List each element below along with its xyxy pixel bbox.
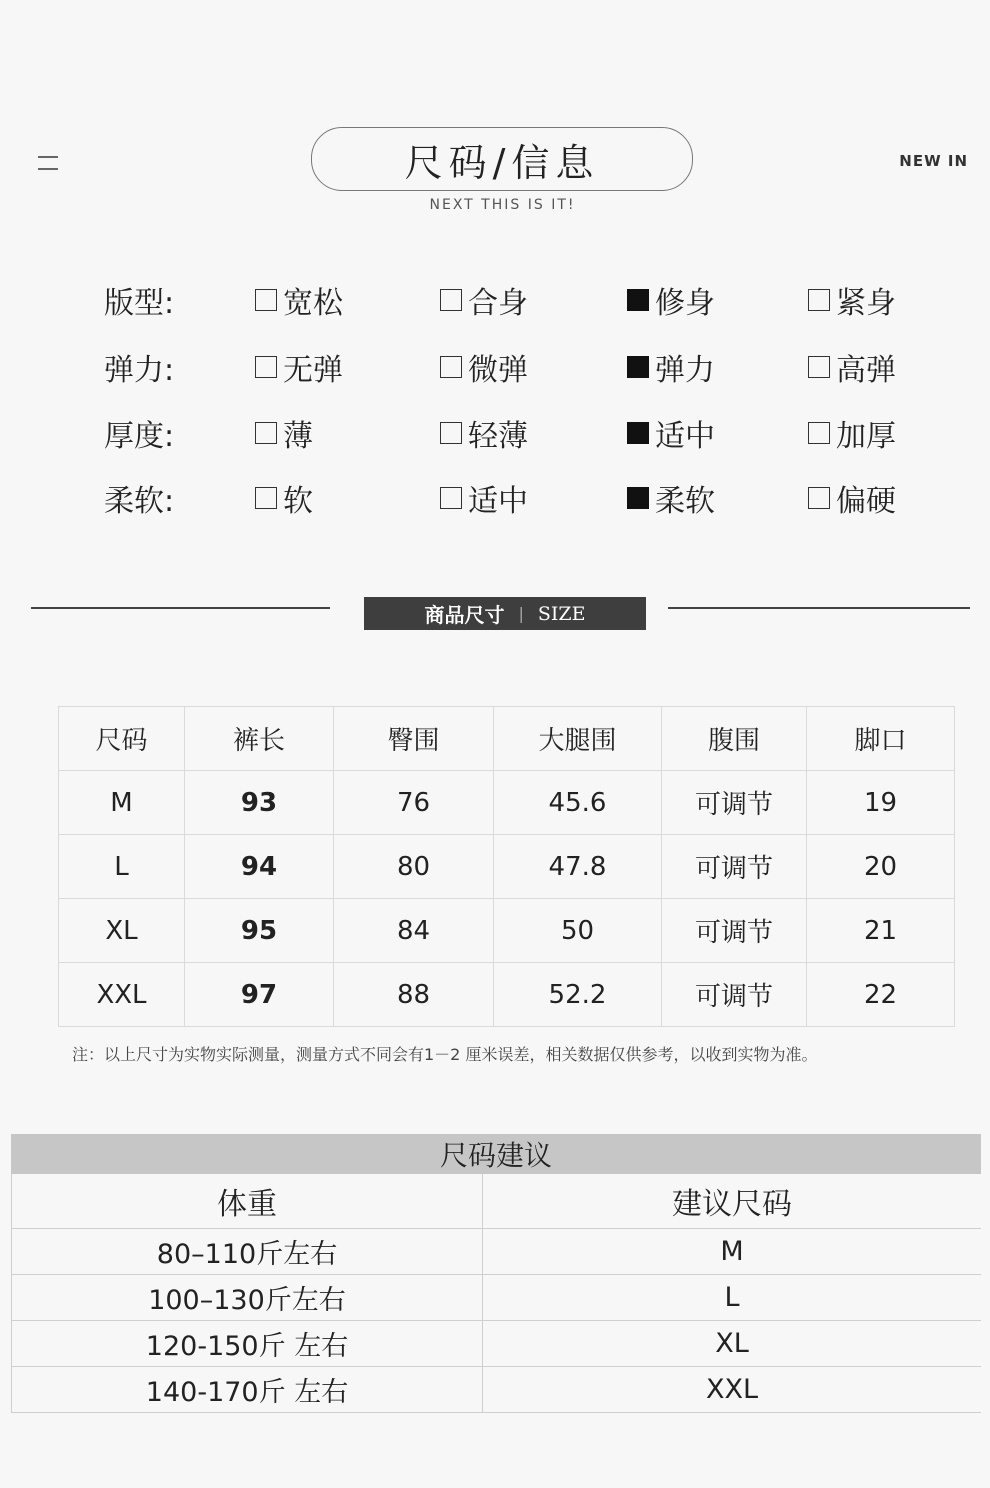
table-cell: 76 <box>334 771 494 835</box>
attribute-option-label: 轻薄 <box>468 419 528 454</box>
attribute-option-label: 紧身 <box>836 286 896 321</box>
checkbox-empty-icon[interactable] <box>255 422 277 444</box>
table-cell: 52.2 <box>494 963 662 1027</box>
attribute-option-label: 高弹 <box>836 353 896 388</box>
checkbox-checked-icon[interactable] <box>627 289 649 311</box>
checkbox-empty-icon[interactable] <box>808 289 830 311</box>
attribute-option[interactable] <box>440 476 528 520</box>
divider-left <box>31 607 330 609</box>
table-row <box>59 899 955 963</box>
checkbox-empty-icon[interactable] <box>255 289 277 311</box>
attribute-option[interactable] <box>627 476 715 520</box>
column-header: 臀围 <box>334 707 494 771</box>
attribute-option-label: 微弹 <box>468 353 528 388</box>
attribute-label: 弹力: <box>104 353 175 388</box>
menu-icon[interactable] <box>38 152 60 174</box>
table-cell: L <box>59 835 185 899</box>
table-cell: M <box>59 771 185 835</box>
attribute-option-label: 适中 <box>655 419 715 454</box>
checkbox-empty-icon[interactable] <box>440 487 462 509</box>
attribute-option[interactable] <box>808 476 896 520</box>
attribute-option[interactable] <box>255 476 313 520</box>
attribute-option-label: 薄 <box>283 419 313 454</box>
table-cell: 可调节 <box>662 835 807 899</box>
attribute-option[interactable] <box>808 278 896 322</box>
divider-right <box>668 607 970 609</box>
table-cell: 95 <box>185 899 334 963</box>
table-cell: 22 <box>807 963 955 1027</box>
checkbox-empty-icon[interactable] <box>808 422 830 444</box>
column-header: 体重 <box>12 1174 483 1229</box>
table-cell: 45.6 <box>494 771 662 835</box>
table-cell: 19 <box>807 771 955 835</box>
table-cell: 140-170斤 左右 <box>12 1367 483 1413</box>
attribute-option[interactable] <box>627 411 715 455</box>
column-header: 腹围 <box>662 707 807 771</box>
attribute-option[interactable] <box>255 278 343 322</box>
attribute-option[interactable] <box>627 345 715 389</box>
column-header: 大腿围 <box>494 707 662 771</box>
table-cell: 80 <box>334 835 494 899</box>
page-title: 尺码/信息 <box>311 127 693 191</box>
table-row <box>12 1367 982 1413</box>
table-cell: 120-150斤 左右 <box>12 1321 483 1367</box>
table-row <box>59 963 955 1027</box>
table-cell: 50 <box>494 899 662 963</box>
table-cell: 97 <box>185 963 334 1027</box>
attribute-option-label: 合身 <box>468 286 528 321</box>
checkbox-empty-icon[interactable] <box>255 356 277 378</box>
attribute-option-label: 无弹 <box>283 353 343 388</box>
checkbox-checked-icon[interactable] <box>627 487 649 509</box>
table-cell: 可调节 <box>662 899 807 963</box>
table-row <box>59 835 955 899</box>
attribute-option[interactable] <box>440 411 528 455</box>
table-cell: 94 <box>185 835 334 899</box>
suggestion-header-row <box>12 1174 982 1229</box>
size-section-label-cn: 商品尺寸 <box>424 603 505 627</box>
table-cell: XL <box>59 899 185 963</box>
table-cell: L <box>483 1275 982 1321</box>
attribute-option-label: 弹力 <box>655 353 715 388</box>
checkbox-checked-icon[interactable] <box>627 422 649 444</box>
measurement-note: 注：以上尺寸为实物实际测量，测量方式不同会有1－2 厘米误差，相关数据仅供参考，以收到实物为准。 <box>72 1045 818 1064</box>
page-subtitle: NEXT THIS IS IT! <box>429 197 576 213</box>
column-header: 裤长 <box>185 707 334 771</box>
size-suggestion-table <box>11 1174 981 1413</box>
column-header: 脚口 <box>807 707 955 771</box>
checkbox-empty-icon[interactable] <box>440 289 462 311</box>
new-in-badge: NEW IN <box>899 152 968 170</box>
column-header: 建议尺码 <box>483 1174 982 1229</box>
attribute-option-label: 柔软 <box>655 484 715 519</box>
table-cell: 100–130斤左右 <box>12 1275 483 1321</box>
table-cell: XXL <box>483 1367 982 1413</box>
table-cell: 88 <box>334 963 494 1027</box>
attribute-option-label: 适中 <box>468 484 528 519</box>
size-section-label-en: SIZE <box>537 602 586 625</box>
attribute-option[interactable] <box>255 411 313 455</box>
table-row <box>12 1321 982 1367</box>
table-row <box>12 1275 982 1321</box>
table-cell: XXL <box>59 963 185 1027</box>
checkbox-checked-icon[interactable] <box>627 356 649 378</box>
checkbox-empty-icon[interactable] <box>440 356 462 378</box>
table-cell: 84 <box>334 899 494 963</box>
table-cell: 47.8 <box>494 835 662 899</box>
attribute-option-label: 修身 <box>655 286 715 321</box>
attribute-option[interactable] <box>440 278 528 322</box>
attribute-option[interactable] <box>440 345 528 389</box>
attribute-label: 版型: <box>104 286 175 321</box>
attribute-label: 柔软: <box>104 484 175 519</box>
table-cell: XL <box>483 1321 982 1367</box>
attribute-option-label: 偏硬 <box>836 484 896 519</box>
attribute-option[interactable] <box>808 345 896 389</box>
column-header: 尺码 <box>59 707 185 771</box>
table-cell: 20 <box>807 835 955 899</box>
size-section-separator: | <box>518 604 524 623</box>
attribute-option[interactable] <box>627 278 715 322</box>
table-cell: 80–110斤左右 <box>12 1229 483 1275</box>
table-row <box>12 1229 982 1275</box>
size-table <box>58 706 955 1027</box>
attribute-option-label: 宽松 <box>283 286 343 321</box>
table-cell: 21 <box>807 899 955 963</box>
table-cell: 可调节 <box>662 963 807 1027</box>
checkbox-empty-icon[interactable] <box>440 422 462 444</box>
checkbox-empty-icon[interactable] <box>808 487 830 509</box>
table-cell: M <box>483 1229 982 1275</box>
attribute-option-label: 软 <box>283 484 313 519</box>
table-cell: 93 <box>185 771 334 835</box>
table-cell: 可调节 <box>662 771 807 835</box>
checkbox-empty-icon[interactable] <box>808 356 830 378</box>
attribute-label: 厚度: <box>104 419 175 454</box>
attribute-option[interactable] <box>255 345 343 389</box>
attribute-option-label: 加厚 <box>836 419 896 454</box>
checkbox-empty-icon[interactable] <box>255 487 277 509</box>
size-table-header-row <box>59 707 955 771</box>
attribute-option[interactable] <box>808 411 896 455</box>
size-suggestion-title: 尺码建议 <box>11 1134 981 1174</box>
size-section-header <box>364 597 646 630</box>
table-row <box>59 771 955 835</box>
